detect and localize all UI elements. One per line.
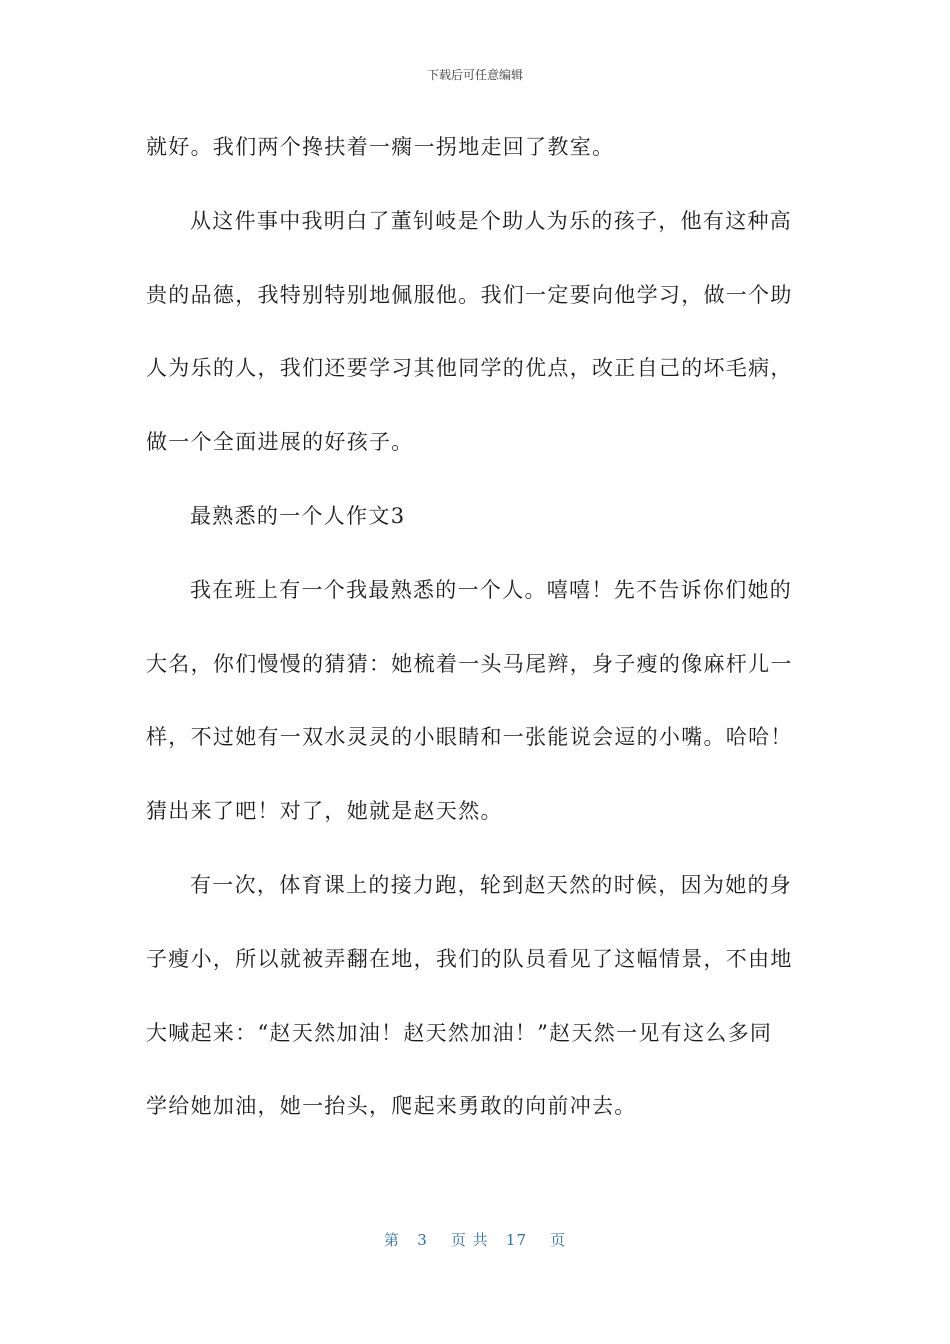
body-line: 人为乐的人，我们还要学习其他同学的优点，改正自己的坏毛病， <box>146 356 793 381</box>
body-line: 贵的品德，我特别特别地佩服他。我们一定要向他学习，做一个助 <box>146 282 793 307</box>
page-header: 下载后可任意编辑 <box>426 68 523 82</box>
footer-suffix: 页 <box>550 1231 567 1249</box>
body-line: 做一个全面进展的好孩子。 <box>146 430 414 455</box>
page-footer <box>0 1229 950 1250</box>
body-line: 大名，你们慢慢的猜猜：她梳着一头马尾辫，身子瘦的像麻杆儿一 <box>146 651 793 676</box>
body-line: 大喊起来：“赵天然加油！赵天然加油！”赵天然一见有这么多同 <box>146 1020 773 1045</box>
body-line: 就好。我们两个搀扶着一瘸一拐地走回了教室。 <box>146 135 615 159</box>
body-line: 有一次，体育课上的接力跑，轮到赵天然的时候，因为她的身 <box>190 872 793 897</box>
body-line: 学给她加油，她一抬头，爬起来勇敢的向前冲去。 <box>146 1094 637 1119</box>
body-line: 从这件事中我明白了董钊岐是个助人为乐的孩子，他有这种高 <box>190 208 793 233</box>
body-line: 样，不过她有一双水灵灵的小眼睛和一张能说会逗的小嘴。哈哈！ <box>146 725 793 750</box>
current-page-number: 3 <box>417 1231 428 1249</box>
body-line: 我在班上有一个我最熟悉的一个人。嘻嘻！先不告诉你们她的 <box>190 577 793 602</box>
footer-middle: 页 共 <box>450 1231 489 1249</box>
section-heading: 最熟悉的一个人作文3 <box>190 503 406 528</box>
body-line: 猜出来了吧！对了，她就是赵天然。 <box>146 799 503 824</box>
total-pages-number: 17 <box>505 1231 528 1249</box>
footer-prefix: 第 <box>383 1231 400 1249</box>
document-body <box>146 124 794 1157</box>
body-line: 子瘦小，所以就被弄翻在地，我们的队员看见了这幅情景，不由地 <box>146 946 793 971</box>
